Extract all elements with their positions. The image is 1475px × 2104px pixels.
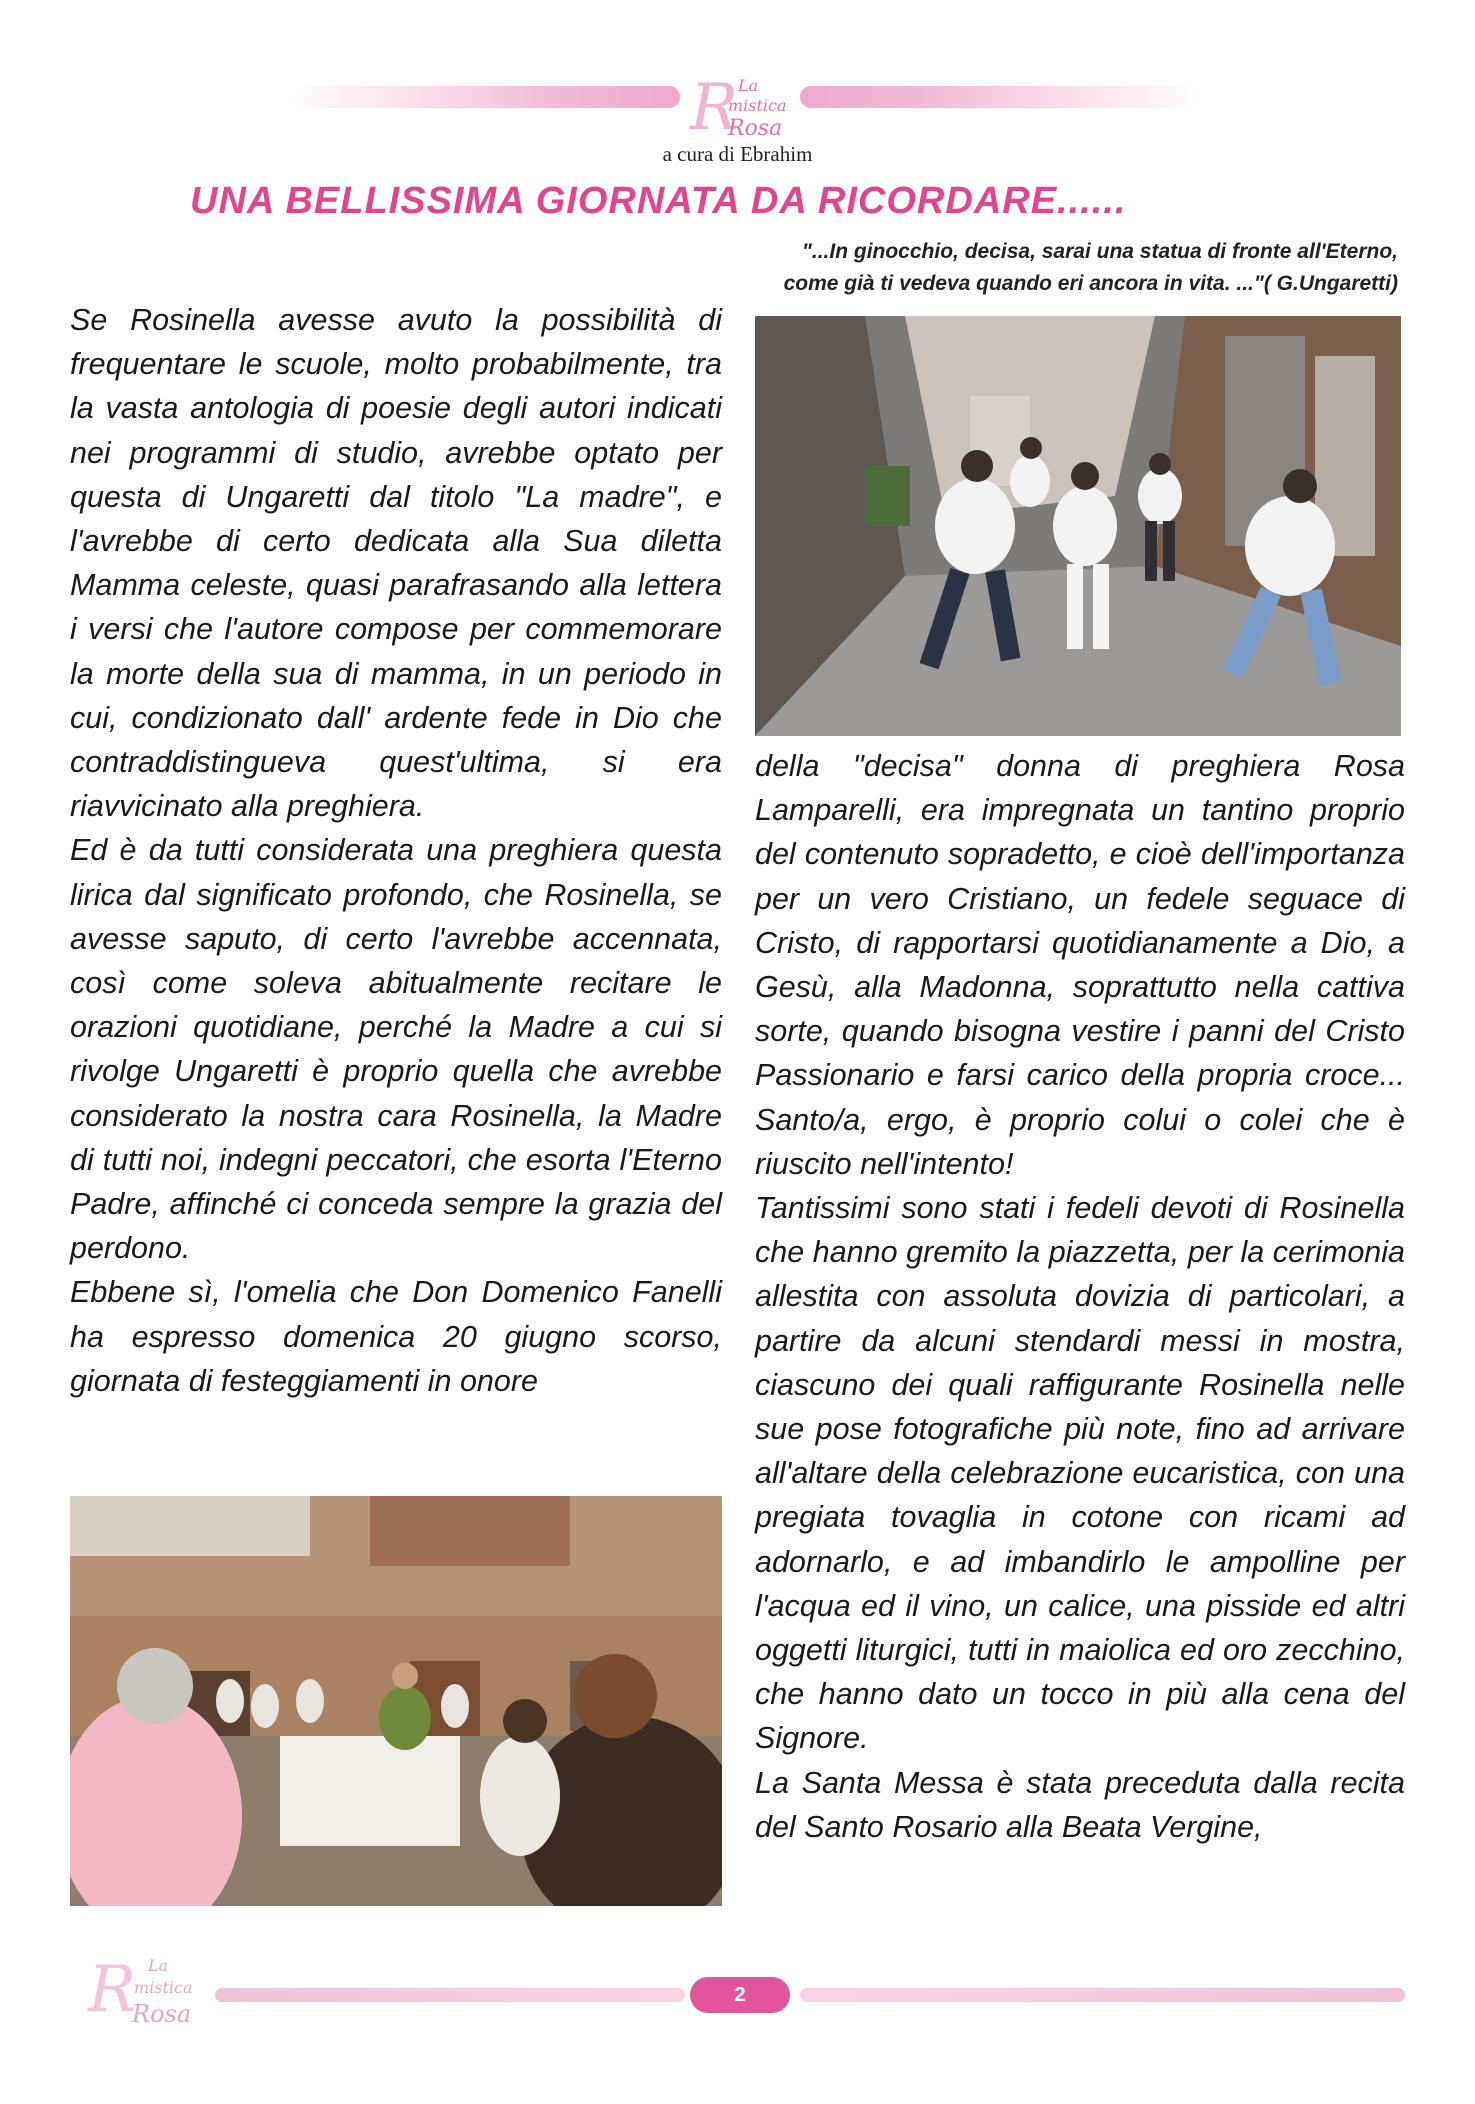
footer-logo (82, 1952, 212, 2042)
article-title: UNA BELLISSIMA GIORNATA DA RICORDARE...... (190, 180, 1127, 222)
footer-ribbon-left (215, 1988, 685, 2002)
footer-logo-word-rosa: Rosa (132, 2000, 192, 2028)
footer-logo-word-la: La (148, 1956, 169, 1975)
header-ribbon-right (800, 86, 1200, 108)
header-logo (676, 70, 801, 145)
logo-letter: R (690, 71, 739, 145)
epigraph-line-2: come già ti vedeva quando eri ancora in vita. ..."( G.Ungaretti) (783, 272, 1398, 295)
footer-logo-letter: R (88, 1953, 137, 2027)
paragraph: Ebbene sì, l'omelia che Don Domenico Fanelli ha espresso domenica 20 giugno scorso, giornata di festeggiamenti in onore (70, 1275, 722, 1398)
photo-outdoor-mass (70, 1496, 722, 1906)
footer-ribbon-right (800, 1988, 1405, 2002)
paragraph: Se Rosinella avesse avuto la possibilità di frequentare le scuole, molto probabilmente, tra la vasta antologia di poesie degli autori indicati nei programmi di studio, avrebbe optato per questa di Ungaretti dal titolo "La madre", e l'avrebbe di certo dedicata alla Sua diletta Mamma celeste, quasi parafrasando alla lettera i versi che l'autore compose per commemorare la morte della sua di mamma, in un periodo in cui, condizionato dall' ardente fede in Dio che contraddistingueva quest'ultima, si era riavvicinato alla preghiera. (70, 303, 722, 824)
paragraph: della "decisa" donna di preghiera Rosa Lamparelli, era impregnata un tantino proprio del contenuto sopradetto, e cioè dell'importanza per un vero Cristiano, un fedele seguace di Cristo, di rapportarsi quotidianamente a Dio, a Gesù, alla Madonna, soprattutto nella cattiva sorte, quando bisogna vestire i panni del Cristo Passionario e farsi carico della propria croce... Santo/a, ergo, è proprio colui o colei che è riuscito nell'intento! (755, 749, 1405, 1181)
photo-outdoor-mass-illustration (70, 1496, 722, 1906)
footer-logo-word-mistica: mistica (134, 1978, 193, 1997)
logo-word-la: La (738, 76, 759, 95)
page-number-badge: 2 (690, 1977, 790, 2013)
photo-running-street-illustration (755, 316, 1401, 736)
byline: a cura di Ebrahim (662, 142, 813, 166)
right-column (755, 744, 1405, 1849)
paragraph: Tantissimi sono stati i fedeli devoti di Rosinella che hanno gremito la piazzetta, per la cerimonia allestita con assoluta dovizia di particolari, a partire da alcuni stendardi messi in mostra, ciascuno dei quali raffigurante Rosinella nelle sue pose fotografiche più note, fino ad arrivare all'altare della celebrazione eucaristica, con una pregiata tovaglia in cotone con ricami ad adornarlo, e ad imbandirlo le ampolline per l'acqua ed il vino, un calice, una pisside ed altri oggetti liturgici, tutti in maiolica ed oro zecchino, che hanno dato un tocco in più alla cena del Signore. (755, 1191, 1405, 1756)
header-ribbon-left (290, 86, 680, 108)
logo-word-rosa: Rosa (728, 116, 783, 141)
paragraph: Ed è da tutti considerata una preghiera questa lirica dal significato profondo, che Rosinella, se avesse saputo, di certo l'avrebbe accennata, così come soleva abitualmente recitare le orazioni quotidiane, perché la Madre a cui si rivolge Ungaretti è proprio quella che avrebbe considerato la nostra cara Rosinella, la Madre di tutti noi, indegni peccatori, che esorta l'Eterno Padre, affinché ci conceda sempre la grazia del perdono. (70, 833, 722, 1266)
photo-running-street (755, 316, 1401, 736)
epigraph-line-1: "...In ginocchio, decisa, sarai una statua di fronte all'Eterno, (801, 240, 1398, 263)
epigraph (738, 236, 1398, 300)
paragraph: La Santa Messa è stata preceduta dalla recita del Santo Rosario alla Beata Vergine, (755, 1765, 1405, 1844)
left-column (70, 298, 722, 1403)
logo-word-mistica: mistica (728, 96, 787, 115)
